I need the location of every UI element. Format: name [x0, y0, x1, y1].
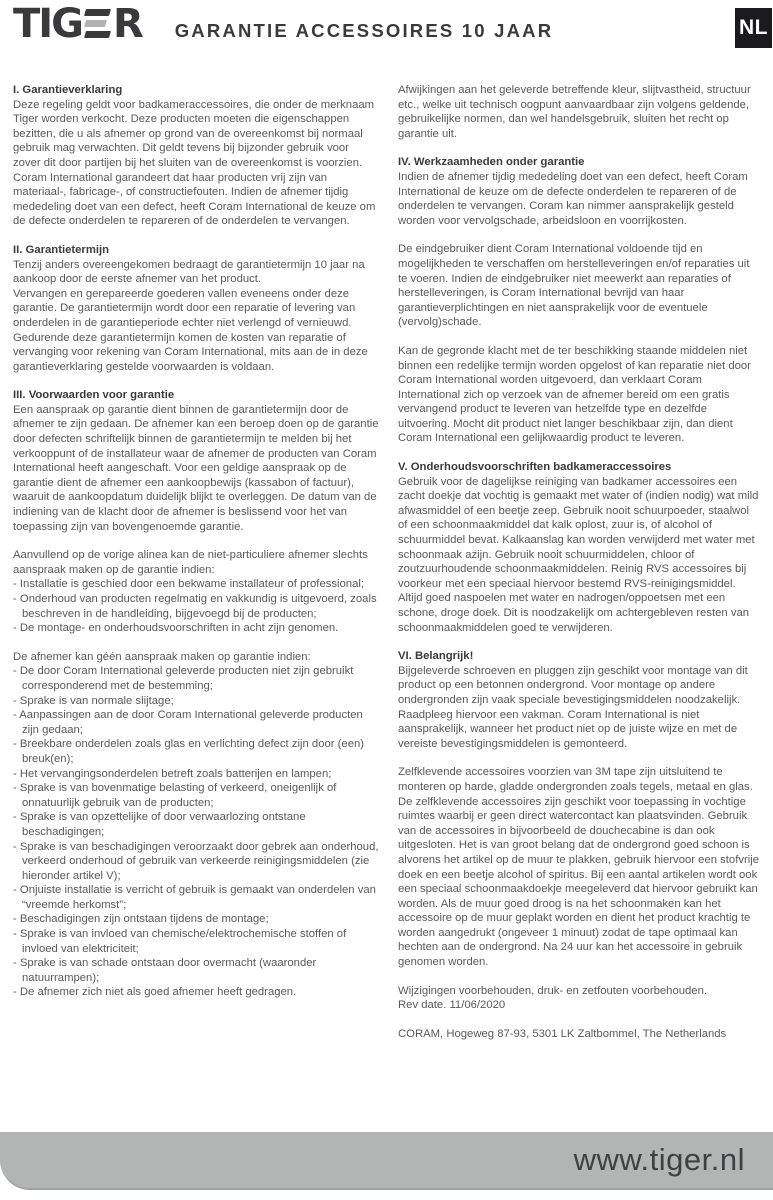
list-item: - Sprake is van normale slijtage; — [13, 694, 174, 707]
paragraph: Tenzij anders overeengekomen bedraagt de garantietermijn 10 jaar na aankoop door de eerste afnemer van het product. — [13, 258, 365, 286]
paragraph: Zelfklevende accessoires voorzien van 3M tape zijn uitsluitend te monteren op harde, gladde ondergronden zoals tegels, metaal en glas. De zelfklevende accessoires zijn geschikt voor toepassing in vochtige ruimtes waarbij er geen direct watercontact kan plaatsvinden. Gebruik van de accessoires in bijvoorbeeld de douchecabine is dan ook uitgesloten. Het is van groot belang dat de ondergrond goed schoon is alvorens het artikel op de muur te plakken, gebruik hiervoor een stofvrije doek en een beetje alcohol of spiritus. Bij een aantal artikelen wordt ook een speciaal schoonmaakdoekje meegeleverd dat hiervoor gebruikt kan worden. Als de muur goed droog is na het schoonmaken kan het accessoire op de muur geplakt worden en dient het product krachtig te worden aangedrukt (ongeveer 1 minuut) zodat de tape optimaal kan hechten aan de ondergrond. Na 24 uur kan het accessoire in gebruik genomen worden. — [398, 766, 760, 969]
paragraph: Aanvullend op de vorige alinea kan de niet-particuliere afnemer slechts aanspraak maken op de garantie indien: — [13, 549, 368, 576]
list-item: - Sprake is van opzettelijke of door verwaarlozing ontstane beschadigingen; — [13, 811, 306, 838]
paragraph: CORAM, Hogeweg 87-93, 5301 LK Zaltbommel, The Netherlands — [398, 1027, 727, 1040]
list-item: - Breekbare onderdelen zoals glas en verlichting defect zijn door (een) breuk(en); — [13, 738, 365, 765]
list-item: - Sprake is van beschadigingen veroorzaakt door gebrek aan onderhoud, verkeerd onderhoud of gebruik van verkeerde reinigingsmiddelen (zie hieronder artikel V); — [13, 840, 379, 882]
list-item: - Sprake is van invloed van chemische/elektrochemische stoffen of invloed van elektriciteit; — [13, 928, 347, 955]
section-heading: IV. Werkzaamheden onder garantie — [398, 156, 585, 169]
list-item: - De afnemer zich niet als goed afnemer heeft gedragen. — [13, 986, 297, 999]
page-title: GARANTIE ACCESSOIRES 10 JAAR — [174, 20, 554, 41]
section-heading: V. Onderhoudsvoorschriften badkameraccessoires — [398, 461, 672, 474]
right-column — [398, 83, 760, 1041]
logo-bar-top — [84, 9, 111, 16]
paragraph: Indien de afnemer tijdig mededeling doet van een defect, heeft Coram International de keuze om de defecte onderdelen te repareren of de onderdelen te vervangen. Coram kan nimmer aansprakelijk gesteld worden voor vervolgschade, arbeidsloon en voorrijkosten. — [398, 170, 748, 227]
left-column — [13, 83, 379, 1000]
paragraph: De eindgebruiker dient Coram International voldoende tijd en mogelijkheden te verschaffen om herstelleveringen en/of reparaties uit te voeren. Indien de eindgebruiker niet meewerkt aan reparaties of herstelleveringen, is Coram International bevrijd van haar garantieverplichtingen en niet aansprakelijk voor de eventuele (vervolg)schade. — [398, 243, 750, 329]
paragraph: Kan de gegronde klacht met de ter beschikking staande middelen niet binnen een redelijke termijn worden opgelost of kan reparatie niet door Coram International worden uitgevoerd, dan verklaart Coram International zich op verzoek van de afnemer bereid om een gratis vervangend product te leveren van hetzelfde type en dezelfde uitvoering. Mocht dit product niet langer beschikbaar zijn, dan dient Coram International een gelijkwaardig product te leveren. — [398, 344, 751, 445]
paragraph: Wijzigingen voorbehouden, druk- en zetfouten voorbehouden. — [398, 984, 707, 997]
list-item: - De door Coram International geleverde producten niet zijn gebruikt corresponderend met de bestemming; — [13, 665, 354, 692]
list-item: - Onjuiste installatie is verricht of gebruik is gemaakt van onderdelen van “vreemde herkomst”; — [13, 884, 376, 911]
tiger-logo-text-left: TIG — [13, 1, 82, 47]
list-item: - Aanpassingen aan de door Coram International geleverde producten zijn gedaan; — [13, 709, 363, 736]
website-url: www.tiger.nl — [573, 1142, 745, 1177]
section-heading: VI. Belangrijk! — [398, 650, 474, 663]
paragraph: Bijgeleverde schroeven en pluggen zijn geschikt voor montage van dit product op een betonnen ondergrond. Voor montage op andere ondergronden zijn vaak speciale bevestigingsmiddelen noodzakelijk. Raadpleeg hiervoor een vakman. Coram International is niet aansprakelijk, wanneer het product niet op de juiste wijze en met de vereiste bevestigingsmiddelen is gemonteerd. — [398, 664, 748, 750]
list-item: - Sprake is van schade ontstaan door overmacht (waaronder natuurrampen); — [13, 957, 317, 984]
paragraph: Rev date. 11/06/2020 — [398, 999, 506, 1012]
paragraph: Afwijkingen aan het geleverde betreffende kleur, slijtvastheid, structuur etc., welke uit technisch oogpunt aanvaardbaar zijn volgens geldende, gebruikelijke normen, dan wel handelsgebruik, sluiten het recht op garantie uit. — [398, 84, 751, 140]
paragraph: Vervangen en gerepareerde goederen vallen eveneens onder deze garantie. De garantietermijn wordt door een reparatie of levering van onderdelen in de garantieperiode echter niet verlengd of vernieuwd. — [13, 287, 356, 329]
list-item: - Sprake is van bovenmatige belasting of verkeerd, oneigenlijk of onnatuurlijk gebruik van de producten; — [13, 782, 337, 809]
section-heading: I. Garantieverklaring — [13, 84, 123, 96]
paragraph: Een aanspraak op garantie dient binnen de garantietermijn door de afnemer te zijn gedaan. De afnemer kan een beroep doen op de garantie door defecten schriftelijk binnen de garantietermijn te melden bij het verkooppunt of de installateur waar de afnemer de producten van Coram International heeft aangeschaft. Voor een geldige aanspraak op de garantie dient de afnemer een aankoopbewijs (kassabon of factuur), waaruit de aankoopdatum duidelijk blijkt te overleggen. De datum van de indiening van de klacht door de afnemer is beslissend voor het van toepassing zijn van bovengenoemde garantie. — [13, 403, 379, 533]
section-heading: II. Garantietermijn — [13, 243, 110, 256]
list-item: - Installatie is geschied door een bekwame installateur of professional; — [13, 578, 365, 591]
footer-bar — [0, 1132, 773, 1190]
tiger-logo-text-right: R — [113, 1, 142, 47]
paragraph: De afnemer kan géén aanspraak maken op garantie indien: — [13, 650, 311, 663]
section-heading: III. Voorwaarden voor garantie — [13, 389, 175, 402]
paragraph: Gedurende deze garantietermijn komen de kosten van reparatie of vervanging voor rekening van Coram International, mits aan de in deze garantieverklaring gestelde voorwaarden is voldaan. — [13, 331, 368, 373]
paragraph: Gebruik voor de dagelijkse reiniging van badkamer accessoires een zacht doekje dat vochtig is gemaakt met water of (indien nodig) wat mild afwasmiddel of een beetje zeep. Gebruik nooit schuurpoeder, staalwol of een schoonmaakmiddel dat kalk oplost, zuur is, of alcohol of schuurmiddel bevat. Kalkaanslag kan worden verwijderd met water met schoonmaak azijn. Gebruik nooit schuurmiddelen, chloor of zoutzuurhoudende schoonmaakmiddelen. Reinig RVS accessoires bij voorkeur met een speciaal hiervoor bestemd RVS-reinigingsmiddel. Altijd goed naspoelen met water en nadrogen/oppoetsen met een schone, droge doek. Dit is noodzakelijk om achtergebleven resten van schoonmaakmiddelen goed te verwijderen. — [398, 475, 759, 634]
list-item: - Onderhoud van producten regelmatig en vakkundig is uitgevoerd, zoals beschreven in de handleiding, bijgevoegd bij de producten; — [13, 593, 377, 620]
language-badge: NL — [735, 8, 772, 48]
list-item: - De montage- en onderhoudsvoorschriften in acht zijn genomen. — [13, 622, 339, 635]
list-item: - Het vervangingsonderdelen betreft zoals batterijen en lampen; — [13, 767, 332, 780]
paragraph: Deze regeling geldt voor badkameraccessoires, die onder de merknaam Tiger worden verkocht. Deze producten moeten die eigenschappen bezitten, die u als afnemer op grond van de overeenkomst bij normaal gebruik mag verwachten. Dit geldt tevens bij bijzonder gebruik voor zover dit door partijen bij het sluiten van de overeenkomst is voorzien. Coram International garandeert dat haar producten vrij zijn van materiaal-, fabricage-, of constructiefouten. Indien de afnemer tijdig mededeling doet van een defect, heeft Coram International de keuze om de defecte onderdelen te repareren of de onderdelen te vervangen. — [13, 98, 376, 228]
list-item: - Beschadigingen zijn ontstaan tijdens de montage; — [13, 913, 269, 926]
